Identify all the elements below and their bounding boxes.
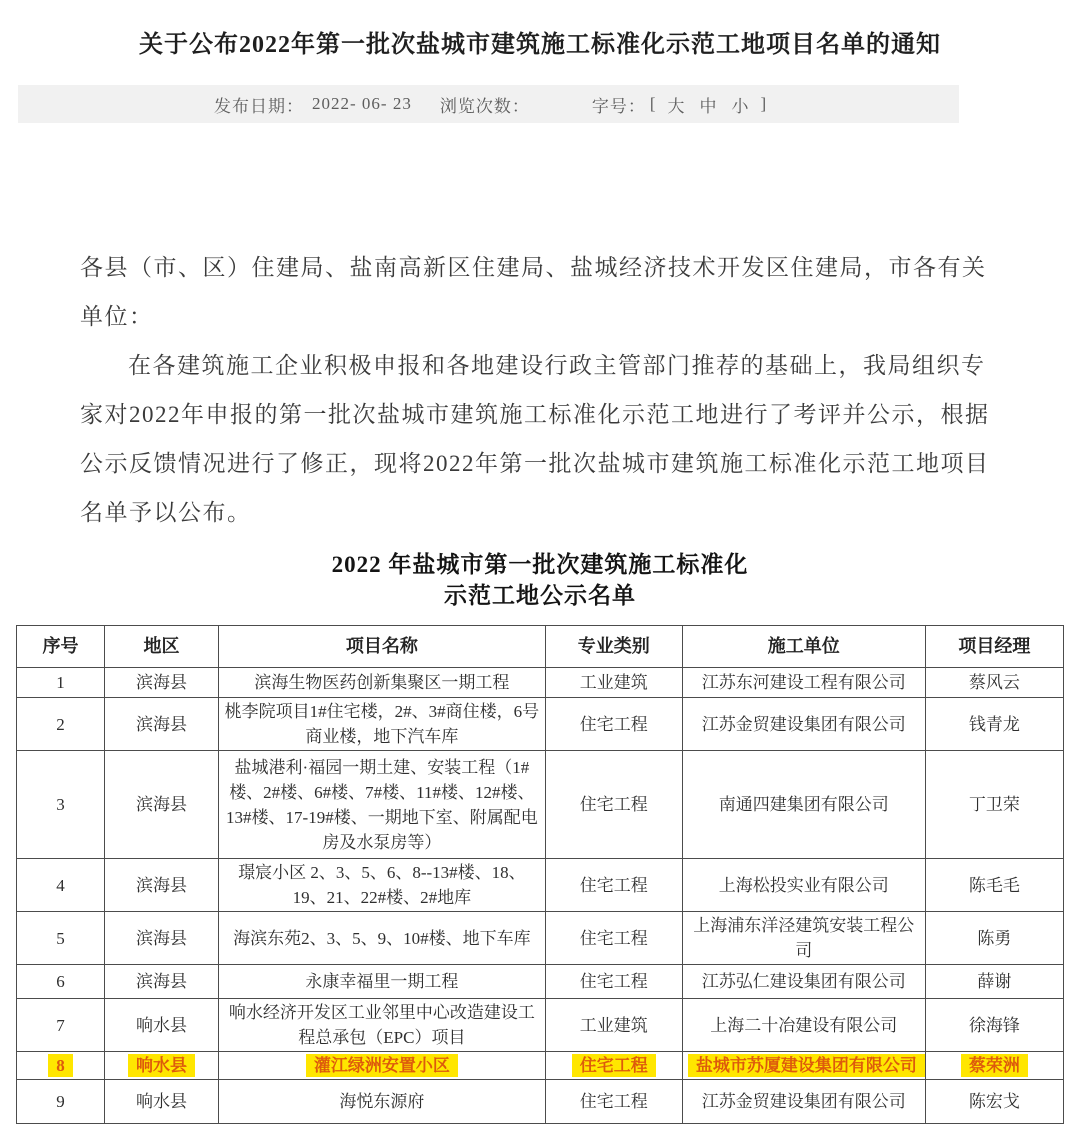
column-header: 专业类别: [545, 626, 682, 668]
column-header: 项目经理: [925, 626, 1063, 668]
cell-area: 响水县: [104, 1080, 218, 1124]
cell-no: 7: [17, 999, 105, 1052]
table-row: [17, 1080, 1064, 1124]
cell-category: 工业建筑: [545, 668, 682, 698]
cell-project: 灌江绿洲安置小区: [219, 1052, 546, 1080]
cell-category: 住宅工程: [545, 1052, 682, 1080]
cell-manager: 陈宏戈: [925, 1080, 1063, 1124]
table-row: [17, 698, 1064, 751]
body-line: 在各建筑施工企业积极申报和各地建设行政主管部门推荐的基础上，我局组织专: [128, 353, 986, 378]
cell-no: 4: [17, 859, 105, 912]
column-header: 地区: [104, 626, 218, 668]
cell-manager: 徐海锋: [925, 999, 1063, 1052]
cell-project: 响水经济开发区工业邻里中心改造建设工程总承包（EPC）项目: [219, 999, 546, 1052]
cell-category: 工业建筑: [545, 999, 682, 1052]
cell-no: 1: [17, 668, 105, 698]
meta-bar: [18, 85, 959, 123]
column-header: 施工单位: [682, 626, 925, 668]
cell-area: 响水县: [104, 999, 218, 1052]
font-size-large-button[interactable]: 大: [667, 96, 686, 116]
cell-project: 海滨东苑2、3、5、9、10#楼、地下车库: [219, 912, 546, 965]
body-line: 单位：: [80, 304, 154, 329]
font-size-bracket-open: [: [649, 94, 657, 113]
cell-company: 江苏东河建设工程有限公司: [682, 668, 925, 698]
table-title-line2: 示范工地公示名单: [444, 583, 636, 608]
table-row: [17, 668, 1064, 698]
cell-no: 9: [17, 1080, 105, 1124]
cell-no: 2: [17, 698, 105, 751]
cell-manager: 陈勇: [925, 912, 1063, 965]
body-line: 名单予以公布。: [80, 500, 252, 525]
column-header: 序号: [17, 626, 105, 668]
body-line: 公示反馈情况进行了修正，现将2022年第一批次盐城市建筑施工标准化示范工地项目: [80, 451, 990, 476]
font-size-small-button[interactable]: 小: [731, 96, 750, 116]
publish-date-label: 发布日期：: [214, 96, 304, 116]
cell-no: 6: [17, 965, 105, 999]
cell-area: 滨海县: [104, 698, 218, 751]
body-line: 家对2022年申报的第一批次盐城市建筑施工标准化示范工地进行了考评并公示，根据: [80, 402, 990, 427]
cell-company: 盐城市苏厦建设集团有限公司: [682, 1052, 925, 1080]
table-title-line1: 2022 年盐城市第一批次建筑施工标准化: [331, 552, 749, 577]
cell-category: 住宅工程: [545, 751, 682, 859]
table-header-row: [17, 626, 1064, 668]
table-row: [17, 912, 1064, 965]
column-header: 项目名称: [219, 626, 546, 668]
cell-manager: 薛谢: [925, 965, 1063, 999]
cell-manager: 丁卫荣: [925, 751, 1063, 859]
cell-category: 住宅工程: [545, 912, 682, 965]
cell-category: 住宅工程: [545, 859, 682, 912]
cell-project: 璟宸小区 2、3、5、6、8--13#楼、18、19、21、22#楼、2#地库: [219, 859, 546, 912]
cell-company: 上海松投实业有限公司: [682, 859, 925, 912]
cell-area: 滨海县: [104, 859, 218, 912]
cell-manager: 陈毛毛: [925, 859, 1063, 912]
cell-project: 桃李院项目1#住宅楼，2#、3#商住楼，6号商业楼，地下汽车库: [219, 698, 546, 751]
page-title: 关于公布2022年第一批次盐城市建筑施工标准化示范工地项目名单的通知: [139, 32, 941, 58]
font-size-bracket-close: ]: [760, 94, 768, 113]
cell-area: 响水县: [104, 1052, 218, 1080]
table-row: [17, 965, 1064, 999]
cell-company: 上海浦东洋泾建筑安装工程公司: [682, 912, 925, 965]
font-size-label: 字号：: [591, 96, 646, 116]
project-table: [16, 625, 1064, 1124]
cell-project: 滨海生物医药创新集聚区一期工程: [219, 668, 546, 698]
cell-manager: 蔡荣洲: [925, 1052, 1063, 1080]
publish-date-value: 2022- 06- 23: [312, 94, 412, 113]
table-row: [17, 751, 1064, 859]
table-row: [17, 999, 1064, 1052]
table-row-highlighted: [17, 1052, 1064, 1080]
cell-company: 上海二十冶建设有限公司: [682, 999, 925, 1052]
table-title: [0, 549, 1080, 611]
cell-company: 江苏金贸建设集团有限公司: [682, 1080, 925, 1124]
notice-body: [80, 243, 1005, 537]
table-row: [17, 859, 1064, 912]
cell-project: 海悦东源府: [219, 1080, 546, 1124]
cell-manager: 蔡风云: [925, 668, 1063, 698]
cell-no: 3: [17, 751, 105, 859]
cell-no: 8: [17, 1052, 105, 1080]
cell-area: 滨海县: [104, 965, 218, 999]
cell-category: 住宅工程: [545, 698, 682, 751]
cell-company: 江苏弘仁建设集团有限公司: [682, 965, 925, 999]
cell-manager: 钱青龙: [925, 698, 1063, 751]
cell-project: 永康幸福里一期工程: [219, 965, 546, 999]
cell-area: 滨海县: [104, 751, 218, 859]
body-line: 各县（市、区）住建局、盐南高新区住建局、盐城经济技术开发区住建局，市各有关: [80, 255, 987, 280]
cell-company: 江苏金贸建设集团有限公司: [682, 698, 925, 751]
cell-company: 南通四建集团有限公司: [682, 751, 925, 859]
views-label: 浏览次数：: [439, 96, 530, 116]
font-size-medium-button[interactable]: 中: [699, 96, 718, 116]
cell-category: 住宅工程: [545, 965, 682, 999]
cell-category: 住宅工程: [545, 1080, 682, 1124]
cell-project: 盐城港利·福园一期土建、安装工程（1#楼、2#楼、6#楼、7#楼、11#楼、12#楼、13#楼、17-19#楼、一期地下室、附属配电房及水泵房等）: [219, 751, 546, 859]
document-page: [0, 24, 1080, 1111]
cell-area: 滨海县: [104, 668, 218, 698]
cell-area: 滨海县: [104, 912, 218, 965]
cell-no: 5: [17, 912, 105, 965]
